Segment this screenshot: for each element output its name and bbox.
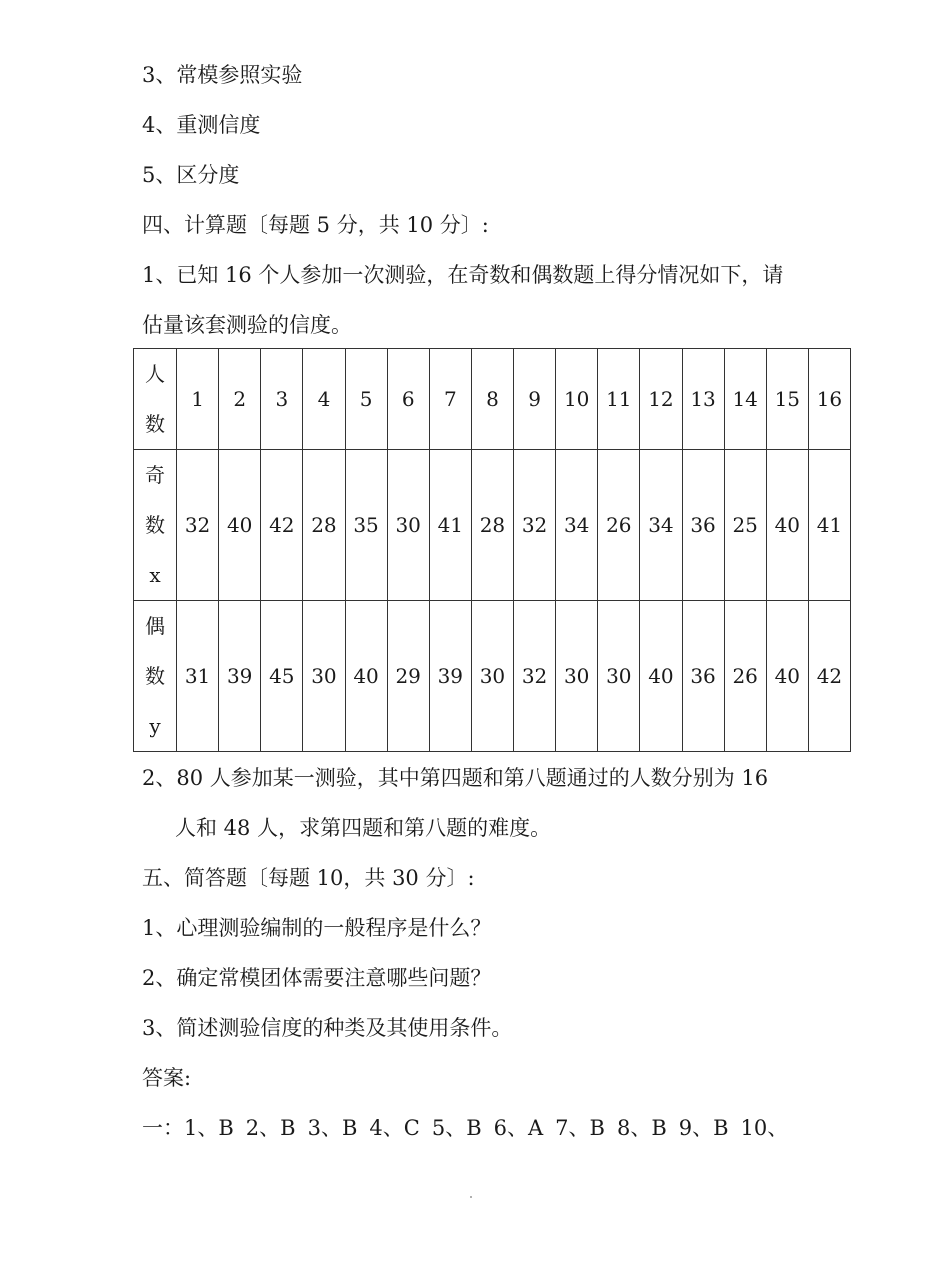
row-header-persons (134, 349, 177, 450)
table-cell: 45 (261, 601, 303, 752)
answer-label: 答案: (142, 1066, 192, 1090)
table-row-even (134, 601, 851, 752)
table-cell: 8 (471, 349, 513, 450)
line-4-test-retest: 4、重测信度 (142, 113, 261, 137)
answer-item: 一：1、B (142, 1116, 234, 1140)
table-cell: 30 (387, 450, 429, 601)
short-answer-1: 1、心理测验编制的一般程序是什么？ (142, 916, 492, 940)
table-cell: 11 (598, 349, 640, 450)
table-cell: 42 (261, 450, 303, 601)
table-cell: 32 (514, 601, 556, 752)
table-cell: 2 (219, 349, 261, 450)
answer-item: 10、 (740, 1116, 789, 1140)
table-cell: 3 (261, 349, 303, 450)
answer-item: 2、B (245, 1116, 296, 1140)
row-header-char: 数 (145, 412, 165, 436)
table-cell: 12 (640, 349, 682, 450)
table-cell: 4 (303, 349, 345, 450)
table-cell: 26 (724, 601, 766, 752)
decorative-dot (470, 1196, 472, 1198)
table-row-persons (134, 349, 851, 450)
table-cell: 14 (724, 349, 766, 450)
table-cell: 30 (303, 601, 345, 752)
short-answer-3: 3、简述测验信度的种类及其使用条件。 (142, 1016, 513, 1040)
question-2-line-1: 2、80 人参加某一测验，其中第四题和第八题通过的人数分别为 16 (142, 766, 769, 790)
table-cell: 15 (766, 349, 808, 450)
question-1-line-2: 估量该套测验的信度。 (142, 313, 352, 337)
row-header-even (134, 601, 177, 752)
table-cell: 40 (766, 450, 808, 601)
table-cell: 40 (640, 601, 682, 752)
table-cell: 1 (177, 349, 219, 450)
table-cell: 30 (556, 601, 598, 752)
table-cell: 28 (303, 450, 345, 601)
row-header-char: x (149, 563, 161, 587)
table-cell: 9 (514, 349, 556, 450)
short-answer-2: 2、确定常模团体需要注意哪些问题？ (142, 966, 492, 990)
section-5-heading: 五、简答题〔每题 10，共 30 分〕: (142, 866, 475, 890)
row-header-char: y (149, 714, 161, 738)
answer-item: 7、B (555, 1116, 605, 1140)
row-header-char: 数 (145, 513, 165, 537)
table-cell: 34 (556, 450, 598, 601)
line-3-norm-reference: 3、常模参照实验 (142, 63, 303, 87)
question-2-line-2: 人和 48 人，求第四题和第八题的难度。 (175, 816, 552, 840)
table-cell: 41 (808, 450, 850, 601)
answer-item: 3、B (307, 1116, 358, 1140)
table-cell: 39 (429, 601, 471, 752)
table-cell: 5 (345, 349, 387, 450)
table-cell: 36 (682, 450, 724, 601)
table-cell: 10 (556, 349, 598, 450)
answer-item: 9、B (678, 1116, 729, 1140)
table-cell: 34 (640, 450, 682, 601)
table-cell: 30 (598, 601, 640, 752)
answer-item: 5、B (431, 1116, 482, 1140)
table-cell: 32 (514, 450, 556, 601)
table-cell: 29 (387, 601, 429, 752)
table-cell: 41 (429, 450, 471, 601)
table-cell: 40 (345, 601, 387, 752)
line-5-discrimination: 5、区分度 (142, 163, 240, 187)
table-cell: 30 (471, 601, 513, 752)
table-cell: 16 (808, 349, 850, 450)
question-1-line-1: 1、已知 16 个人参加一次测验，在奇数和偶数题上得分情况如下，请 (142, 263, 784, 287)
row-header-char: 数 (145, 664, 165, 688)
section-4-heading: 四、计算题〔每题 5 分，共 10 分〕: (142, 213, 489, 237)
table-row-odd (134, 450, 851, 601)
row-header-char: 人 (145, 362, 165, 386)
table-cell: 7 (429, 349, 471, 450)
table-cell: 6 (387, 349, 429, 450)
row-header-odd (134, 450, 177, 601)
table-cell: 28 (471, 450, 513, 601)
table-cell: 31 (177, 601, 219, 752)
table-cell: 39 (219, 601, 261, 752)
table-cell: 36 (682, 601, 724, 752)
answer-item: 6、A (493, 1116, 544, 1140)
table-cell: 42 (808, 601, 850, 752)
table-cell: 32 (177, 450, 219, 601)
row-header-char: 奇 (145, 463, 165, 487)
row-header-char: 偶 (145, 614, 165, 638)
answer-list (142, 1114, 800, 1142)
table-cell: 35 (345, 450, 387, 601)
answer-item: 8、B (616, 1116, 667, 1140)
answer-item: 4、C (369, 1116, 420, 1140)
table-cell: 40 (219, 450, 261, 601)
table-cell: 13 (682, 349, 724, 450)
table-cell: 25 (724, 450, 766, 601)
table-cell: 40 (766, 601, 808, 752)
table-cell: 26 (598, 450, 640, 601)
score-table (133, 348, 851, 752)
